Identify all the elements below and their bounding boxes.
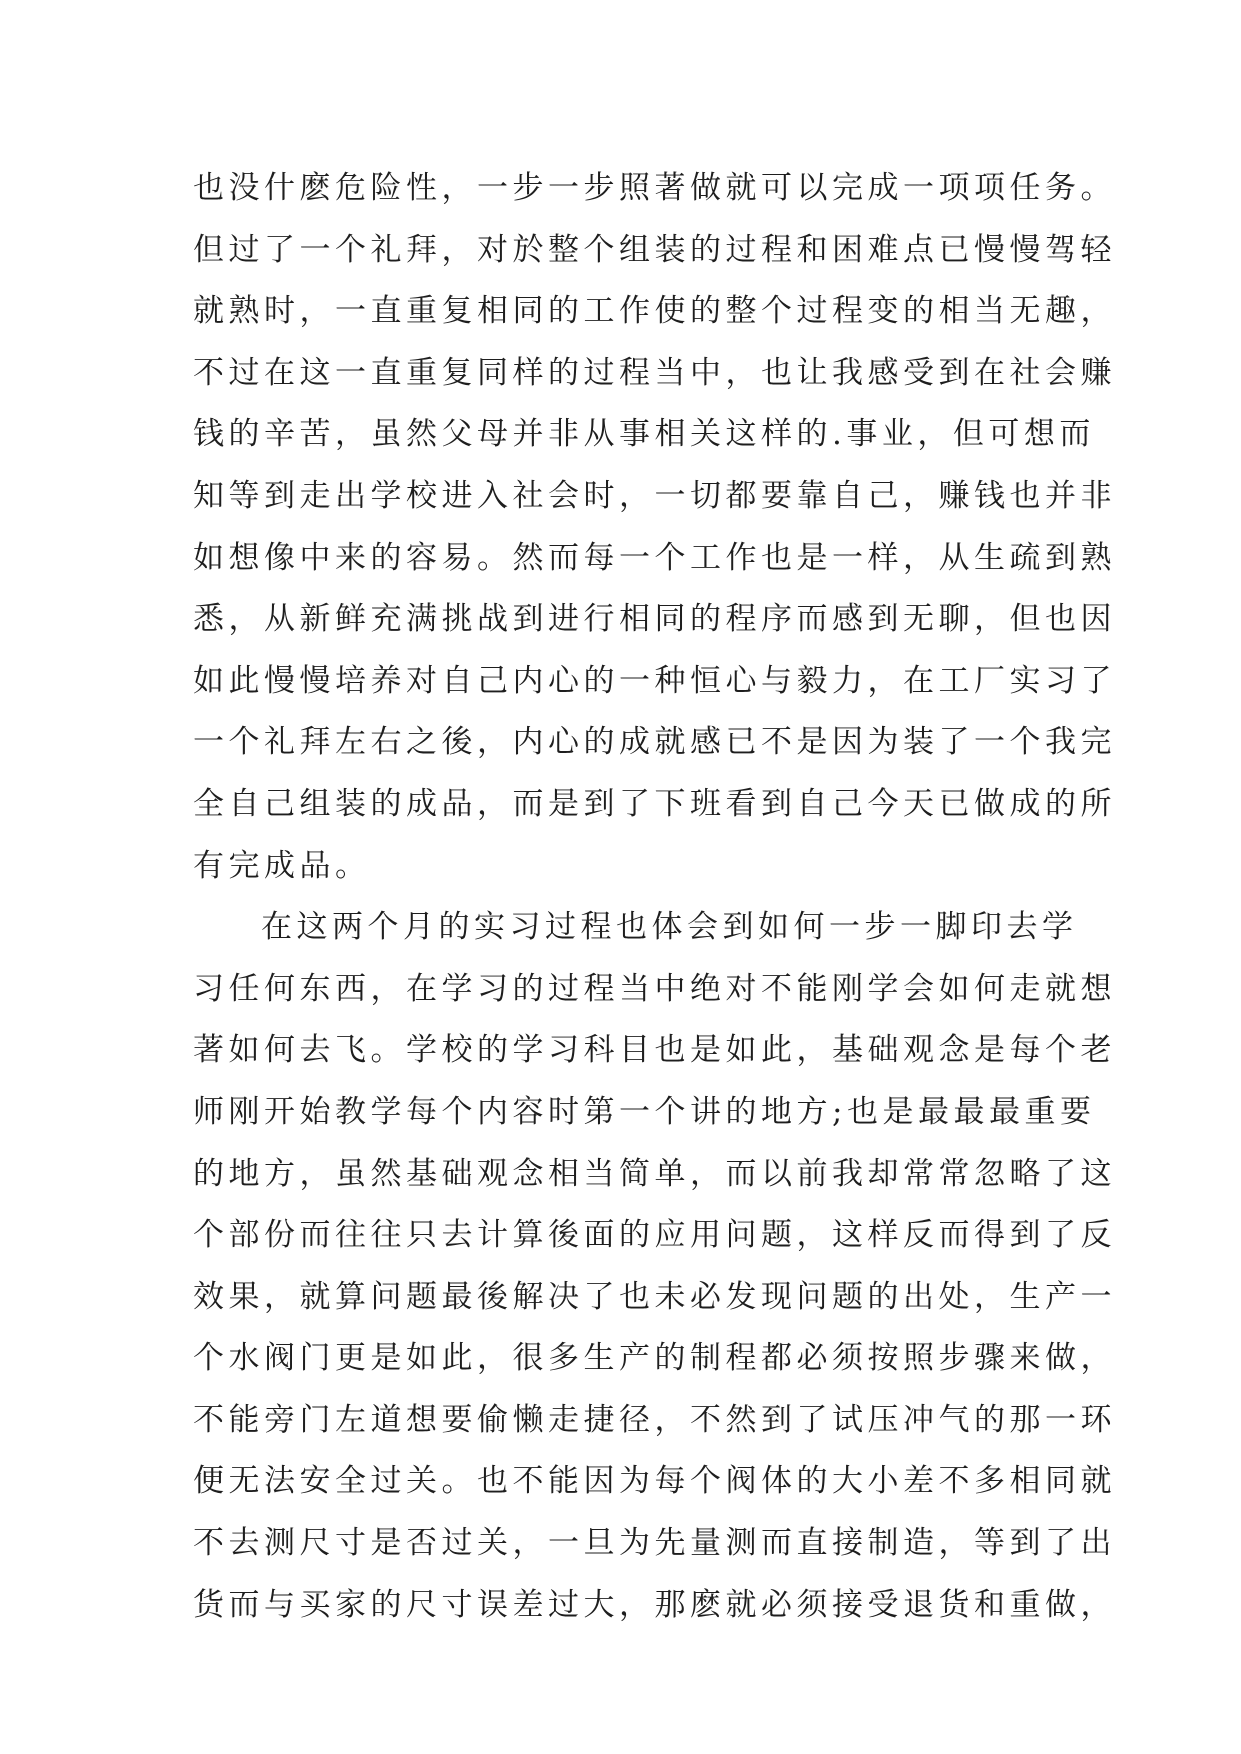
text-line: 也没什麽危险性，一步一步照著做就可以完成一项项任务。 xyxy=(193,170,1116,206)
text-line: 但过了一个礼拜，对於整个组装的过程和困难点已慢慢驾轻 xyxy=(193,231,1116,268)
text-line: 个水阀门更是如此，很多生产的制程都必须按照步骤来做， xyxy=(193,1340,1116,1377)
text-line: 师刚开始教学每个内容时第一个讲的地方;也是最最最重要 xyxy=(193,1093,1096,1130)
text-line: 货而与买家的尺寸误差过大，那麽就必须接受退货和重做， xyxy=(193,1586,1116,1623)
text-line: 不去测尺寸是否过关，一旦为先量测而直接制造，等到了出 xyxy=(193,1525,1116,1562)
text-line: 如此慢慢培养对自己内心的一种恒心与毅力，在工厂实习了 xyxy=(193,662,1116,699)
text-line: 著如何去飞。学校的学习科目也是如此，基础观念是每个老 xyxy=(193,1032,1116,1069)
text-line: 的地方，虽然基础观念相当简单，而以前我却常常忽略了这 xyxy=(193,1155,1116,1192)
text-line: 便无法安全过关。也不能因为每个阀体的大小差不多相同就 xyxy=(193,1463,1116,1500)
text-line: 如想像中来的容易。然而每一个工作也是一样，从生疏到熟 xyxy=(193,539,1116,576)
text-line: 全自己组装的成品，而是到了下班看到自己今天已做成的所 xyxy=(193,785,1116,822)
text-line: 不能旁门左道想要偷懒走捷径，不然到了试压冲气的那一环 xyxy=(193,1401,1116,1438)
text-line: 悉，从新鲜充满挑战到进行相同的程序而感到无聊，但也因 xyxy=(193,601,1116,638)
text-line: 习任何东西，在学习的过程当中绝对不能刚学会如何走就想 xyxy=(193,970,1116,1007)
text-line: 一个礼拜左右之後，内心的成就感已不是因为装了一个我完 xyxy=(193,724,1116,761)
text-line: 个部份而往往只去计算後面的应用问题，这样反而得到了反 xyxy=(193,1217,1116,1254)
text-line: 不过在这一直重复同样的过程当中，也让我感受到在社会赚 xyxy=(193,354,1116,391)
text-line: 就熟时，一直重复相同的工作使的整个过程变的相当无趣， xyxy=(193,293,1116,330)
text-line: 钱的辛苦，虽然父母并非从事相关这样的.事业，但可想而 xyxy=(193,416,1095,453)
paragraph-start-line: 在这两个月的实习过程也体会到如何一步一脚印去学 xyxy=(261,909,1078,946)
text-line: 知等到走出学校进入社会时，一切都要靠自己，赚钱也并非 xyxy=(193,477,1116,514)
text-line: 效果，就算问题最後解决了也未必发现问题的出处，生产一 xyxy=(193,1278,1116,1315)
document-body xyxy=(193,158,1116,1636)
text-line: 有完成品。 xyxy=(193,847,371,884)
